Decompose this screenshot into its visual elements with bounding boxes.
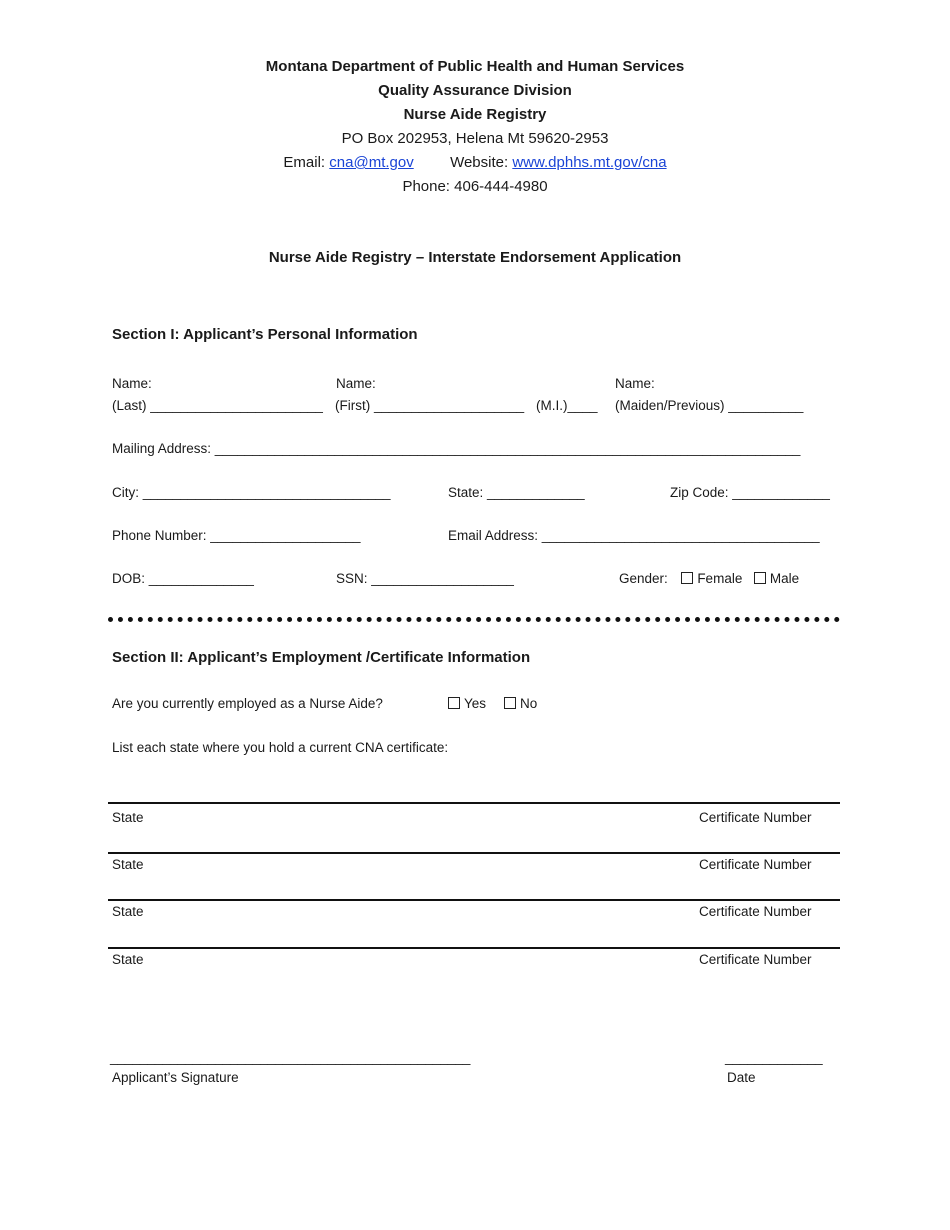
no-option[interactable] [504, 696, 537, 711]
first-name-label: Name: [336, 376, 376, 391]
website-label: Website: [450, 154, 509, 171]
certificate-number-label-3: Certificate Number [699, 904, 812, 919]
state-label-2: State [112, 857, 144, 872]
employed-question: Are you currently employed as a Nurse Aide? [112, 696, 383, 711]
mailing-address-field[interactable]: Mailing Address: ______________________________________________________________________________ [112, 441, 801, 456]
male-checkbox[interactable] [754, 572, 766, 584]
signature-label: Applicant’s Signature [112, 1070, 239, 1085]
email-label: Email: [283, 154, 326, 171]
department-name: Montana Department of Public Health and Human Services [265, 58, 685, 75]
certificate-list-prompt: List each state where you hold a current CNA certificate: [112, 740, 449, 755]
yes-checkbox[interactable] [448, 697, 460, 709]
no-label: No [520, 696, 538, 711]
website-link[interactable]: www.dphhs.mt.gov/cna [512, 154, 667, 171]
section2-title: Section II: Applicant’s Employment /Certificate Information [112, 649, 531, 666]
city-field[interactable]: City: _________________________________ [112, 485, 391, 500]
zip-code-field[interactable]: Zip Code: _____________ [670, 485, 830, 500]
state-field[interactable]: State: _____________ [448, 485, 585, 500]
last-name-field[interactable]: (Last) _______________________ [112, 398, 323, 413]
state-label-3: State [112, 904, 144, 919]
section1-title: Section I: Applicant’s Personal Information [112, 326, 418, 343]
female-checkbox[interactable] [681, 572, 693, 584]
date-label: Date [727, 1070, 756, 1085]
gender-group [619, 571, 799, 586]
yes-option[interactable] [448, 696, 486, 711]
maiden-name-field[interactable]: (Maiden/Previous) __________ [615, 398, 804, 413]
division-name: Quality Assurance Division [378, 82, 572, 99]
dob-field[interactable]: DOB: ______________ [112, 571, 254, 586]
registry-name: Nurse Aide Registry [403, 106, 547, 123]
state-label-4: State [112, 952, 144, 967]
no-checkbox[interactable] [504, 697, 516, 709]
gender-label: Gender: [619, 571, 668, 586]
certificate-line-2[interactable] [108, 852, 840, 854]
male-option[interactable] [754, 571, 799, 586]
mailing-address: PO Box 202953, Helena Mt 59620-2953 [341, 130, 609, 147]
middle-initial-field[interactable]: (M.I.)____ [536, 398, 598, 413]
date-line[interactable]: _____________ [725, 1050, 823, 1065]
certificate-number-label-2: Certificate Number [699, 857, 812, 872]
certificate-number-label-1: Certificate Number [699, 810, 812, 825]
ssn-field[interactable]: SSN: ___________________ [336, 571, 514, 586]
section-divider [108, 617, 840, 622]
phone-number: Phone: 406-444-4980 [402, 178, 548, 195]
contact-line [0, 154, 950, 171]
last-name-label: Name: [112, 376, 152, 391]
female-option[interactable] [681, 571, 742, 586]
email-address-field[interactable]: Email Address: _____________________________________ [448, 528, 820, 543]
first-name-field[interactable]: (First) ____________________ [335, 398, 525, 413]
email-link[interactable]: cna@mt.gov [329, 154, 414, 171]
phone-number-field[interactable]: Phone Number: ____________________ [112, 528, 361, 543]
signature-line[interactable]: ________________________________________________ [110, 1050, 471, 1065]
form-title: Nurse Aide Registry – Interstate Endorsement Application [268, 249, 682, 266]
maiden-name-label: Name: [615, 376, 655, 391]
state-label-1: State [112, 810, 144, 825]
certificate-line-3[interactable] [108, 899, 840, 901]
male-label: Male [769, 571, 800, 586]
female-label: Female [697, 571, 743, 586]
yes-label: Yes [464, 696, 487, 711]
certificate-number-label-4: Certificate Number [699, 952, 812, 967]
certificate-line-4[interactable] [108, 947, 840, 949]
certificate-line-1[interactable] [108, 802, 840, 804]
